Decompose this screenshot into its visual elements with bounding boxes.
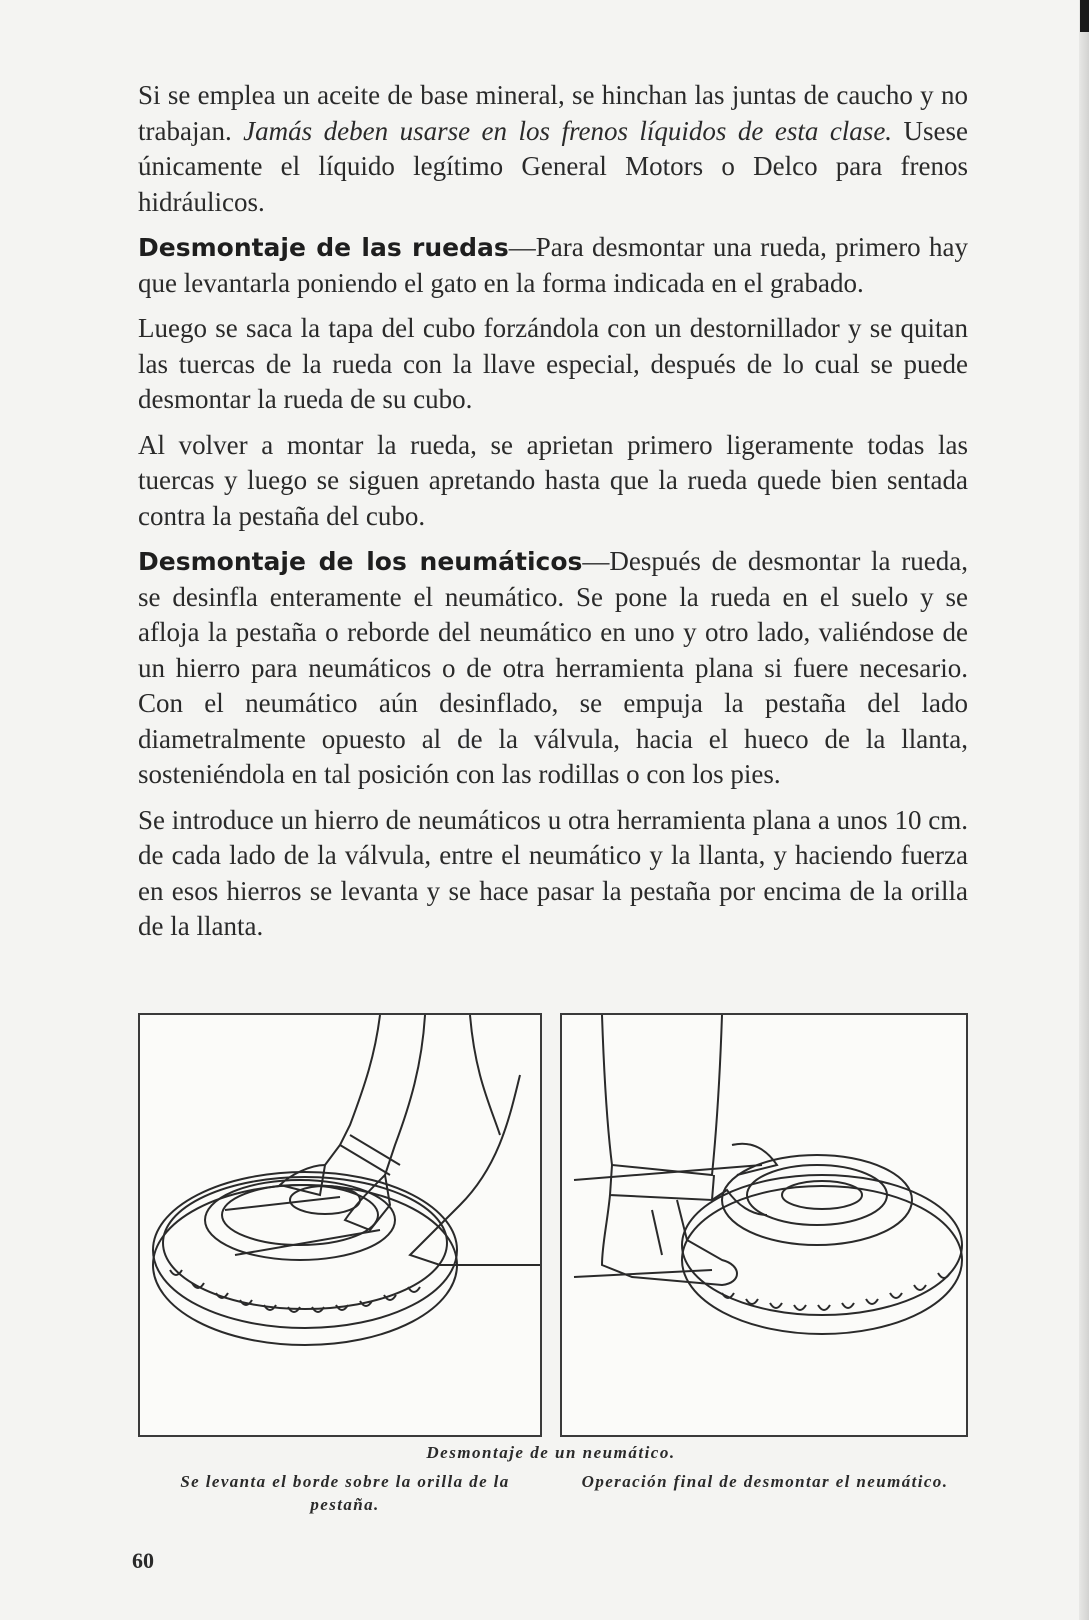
heading-wheel-removal: Desmontaje de las ruedas (138, 233, 509, 262)
illustration-lift-bead-drawing (140, 1015, 540, 1435)
paragraph-remount: Al volver a montar la rueda, se aprietan primero ligeramente todas las tuercas y luego se siguen apretando hasta que la rueda quede bien sentada contra la pestaña del cubo. (138, 429, 968, 531)
illustration-final-removal (560, 1013, 968, 1437)
paragraph-hub-cap: Luego se saca la tapa del cubo forzándola con un destornillador y se quitan las tuercas de la rueda con la llave especial, después de lo cual se puede desmontar la rueda de su cubo. (138, 313, 968, 414)
page-number: 60 (132, 1548, 154, 1573)
body-text (138, 78, 968, 955)
heading-tire-removal: Desmontaje de los neumáticos (138, 547, 583, 576)
figure-caption-main: Desmontaje de un neumático. (426, 1443, 676, 1462)
paragraph-tire-iron: Se introduce un hierro de neumáticos u otra herramienta plana a unos 10 cm. de cada lado de la válvula, entre el neumático y la llanta, y haciendo fuerza en esos hierros se levanta y se hace pasar la pestaña por encima de la orilla de la llanta. (138, 804, 968, 941)
illustration-lift-bead (138, 1013, 542, 1437)
page-edge-mark (1080, 0, 1089, 32)
page-edge (1079, 0, 1089, 1620)
paragraph-tire-removal: Desmontaje de los neumáticos—Después de desmontar la rueda, se desinfla enteramente el neumático. Se pone la rueda en el suelo y se afloja la pestaña o reborde del neumático en uno y otro lado, valiéndose de un hierro para neumáticos o de otra herramienta plana si fuere necesario. Con el neumático aún desinflado, se empuja la pestaña del lado diametralmente opuesto al de la válvula, hacia el hueco de la llanta, sosteniéndola en tal posición con las rodillas o con los pies. (138, 546, 968, 789)
figure-caption-left: Se levanta el borde sobre la orilla de la pestaña. (180, 1472, 510, 1514)
warning-italic: Jamás deben usarse en los frenos líquidos de esta clase. (243, 115, 893, 146)
figure-caption-right: Operación final de desmontar el neumático. (581, 1472, 949, 1491)
paragraph-oil-warning: Si se emplea un aceite de base mineral, se hinchan las juntas de caucho y no trabajan. Jamás deben usarse en los frenos líquidos de esta clase. Usese únicamente el líquido legítimo General Motors o Delco para frenos hidráulicos. (138, 80, 968, 217)
illustration-final-removal-drawing (562, 1015, 966, 1435)
paragraph-wheel-removal: Desmontaje de las ruedas—Para desmontar una rueda, primero hay que levantarla poniendo el gato en la forma indicada en el grabado. (138, 232, 969, 298)
